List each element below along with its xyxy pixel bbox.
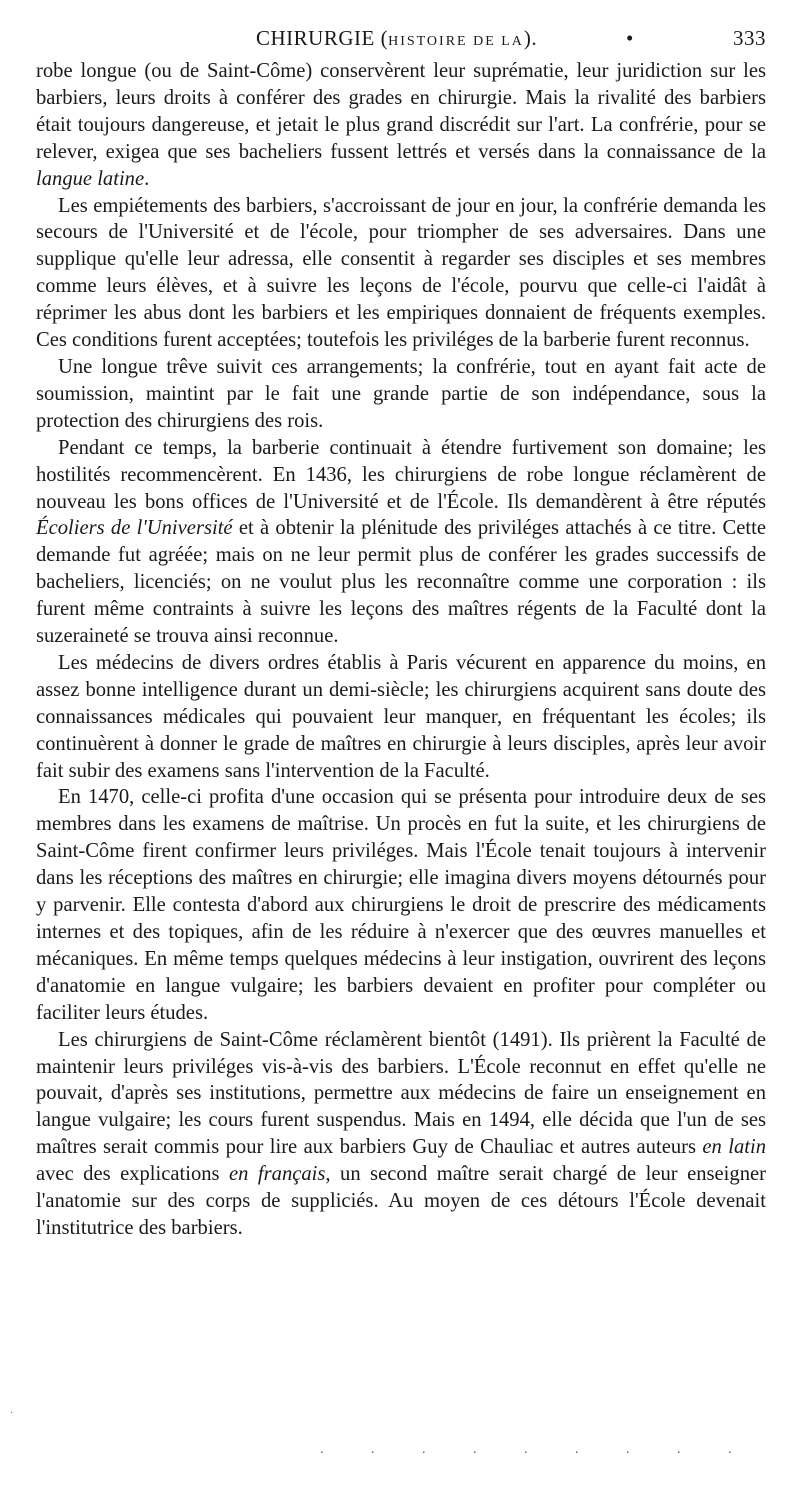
italic-phrase: en latin bbox=[702, 1136, 766, 1159]
running-title-smallcaps: HISTOIRE DE LA bbox=[388, 34, 524, 49]
page bbox=[36, 26, 766, 1242]
running-title bbox=[256, 26, 537, 51]
running-title-main: CHIRURGIE ( bbox=[256, 26, 389, 50]
paragraph-7: Les chirurgiens de Saint-Côme réclamèrent bientôt (1491). Ils prièrent la Faculté de maintenir leurs priviléges vis-à-vis des barbiers. L'École reconnut en effet qu'elle ne pouvait, d'après ses institutions, permettre aux médecins de faire un enseignement en langue vulgaire; les cours furent suspendus. Mais en 1494, elle décida que l'un de ses maîtres serait commis pour lire aux barbiers Guy de Chauliac et autres auteurs en latin avec des explications en français, un second maître serait chargé de leur enseigner l'anatomie sur des corps de suppliciés. Au moyen de ces détours l'École devenait l'institutrice des barbiers. bbox=[36, 1028, 766, 1239]
body-text bbox=[36, 58, 766, 1242]
page-number: 333 bbox=[733, 26, 766, 50]
paragraph-4: Pendant ce temps, la barberie continuait à étendre furtivement son domaine; les hostilités recommencèrent. En 1436, les chirurgiens de robe longue réclamèrent de nouveau les bons offices de l'Université et de l'École. Ils demandèrent à être réputés Écoliers de l'Université et à obtenir la plénitude des priviléges attachés à ce titre. Cette demande fut agréée; mais on ne leur permit plus de conférer les grades successifs de bacheliers, licenciés; on ne voulut plus les reconnaître comme une corporation : ils furent même contraints à suivre les leçons des maîtres régents de la Faculté dont la suzeraineté se trouva ainsi reconnue. bbox=[36, 436, 767, 648]
paragraph-3: Une longue trêve suivit ces arrangements; la confrérie, tout en ayant fait acte de soumission, maintint par le fait une grande partie de son indépendance, sous la protection des chirurgiens des rois. bbox=[36, 355, 766, 432]
header-dot: • bbox=[626, 26, 634, 50]
italic-phrase: en français bbox=[229, 1163, 326, 1186]
paragraph-1: robe longue (ou de Saint-Côme) conservèrent leur suprématie, leur juridiction sur les barbiers, leurs droits à conférer des grades en chirurgie. Mais la rivalité des barbiers était toujours dangereuse, et jetait le plus grand discrédit sur l'art. La confrérie, pour se relever, exigea que ses bacheliers fussent lettrés et versés dans la connaissance de la langue latine. bbox=[36, 60, 766, 190]
paragraph-2: Les empiétements des barbiers, s'accroissant de jour en jour, la confrérie demanda les secours de l'Université et de l'école, pour triompher de ses adversaires. Dans une supplique qu'elle leur adressa, elle consentit à regarder ses disciples et ses membres comme leurs élèves, et à suivre les leçons de l'école, pourvu que celle-ci l'aidât à réprimer les abus dont les barbiers et les empiriques donnaient de fréquents exemples. Ces conditions furent acceptées; toutefois les priviléges de la barberie furent reconnus. bbox=[36, 194, 766, 352]
paragraph-5: Les médecins de divers ordres établis à Paris vécurent en apparence du moins, en assez bonne intelligence durant un demi-siècle; les chirurgiens acquirent sans doute des connaissances médicales qui pouvaient leur manquer, en fréquentant les écoles; ils continuèrent à donner le grade de maîtres en chirurgie à leurs disciples, après leur avoir fait subir des examens sans l'intervention de la Faculté. bbox=[36, 651, 766, 782]
running-head bbox=[36, 26, 766, 58]
italic-phrase: langue latine bbox=[36, 167, 145, 190]
paragraph-6: En 1470, celle-ci profita d'une occasion qui se présenta pour introduire deux de ses membres dans les examens de maîtrise. Un procès en fut la suite, et les chirurgiens de Saint-Côme firent confirmer leurs priviléges. Mais l'École tenait toujours à intervenir dans les réceptions des maîtres en chirurgie; elle imagina divers moyens détournés pour y parvenir. Elle contesta d'abord aux chirurgiens le droit de prescrire des médicaments internes et des topiques, afin de les réduire à n'exercer que des œuvres manuelles et mécaniques. En même temps quelques médecins à leur instigation, ouvrirent des leçons d'anatomie en langue vulgaire; les barbiers devaient en profiter pour compléter ou faciliter leurs études. bbox=[36, 786, 766, 1024]
running-title-end: ). bbox=[523, 26, 538, 50]
italic-phrase: Écoliers de l'Université bbox=[36, 517, 233, 540]
footer-dots: . . . . . . . . . bbox=[320, 1442, 754, 1457]
margin-speck: · bbox=[10, 1408, 14, 1419]
